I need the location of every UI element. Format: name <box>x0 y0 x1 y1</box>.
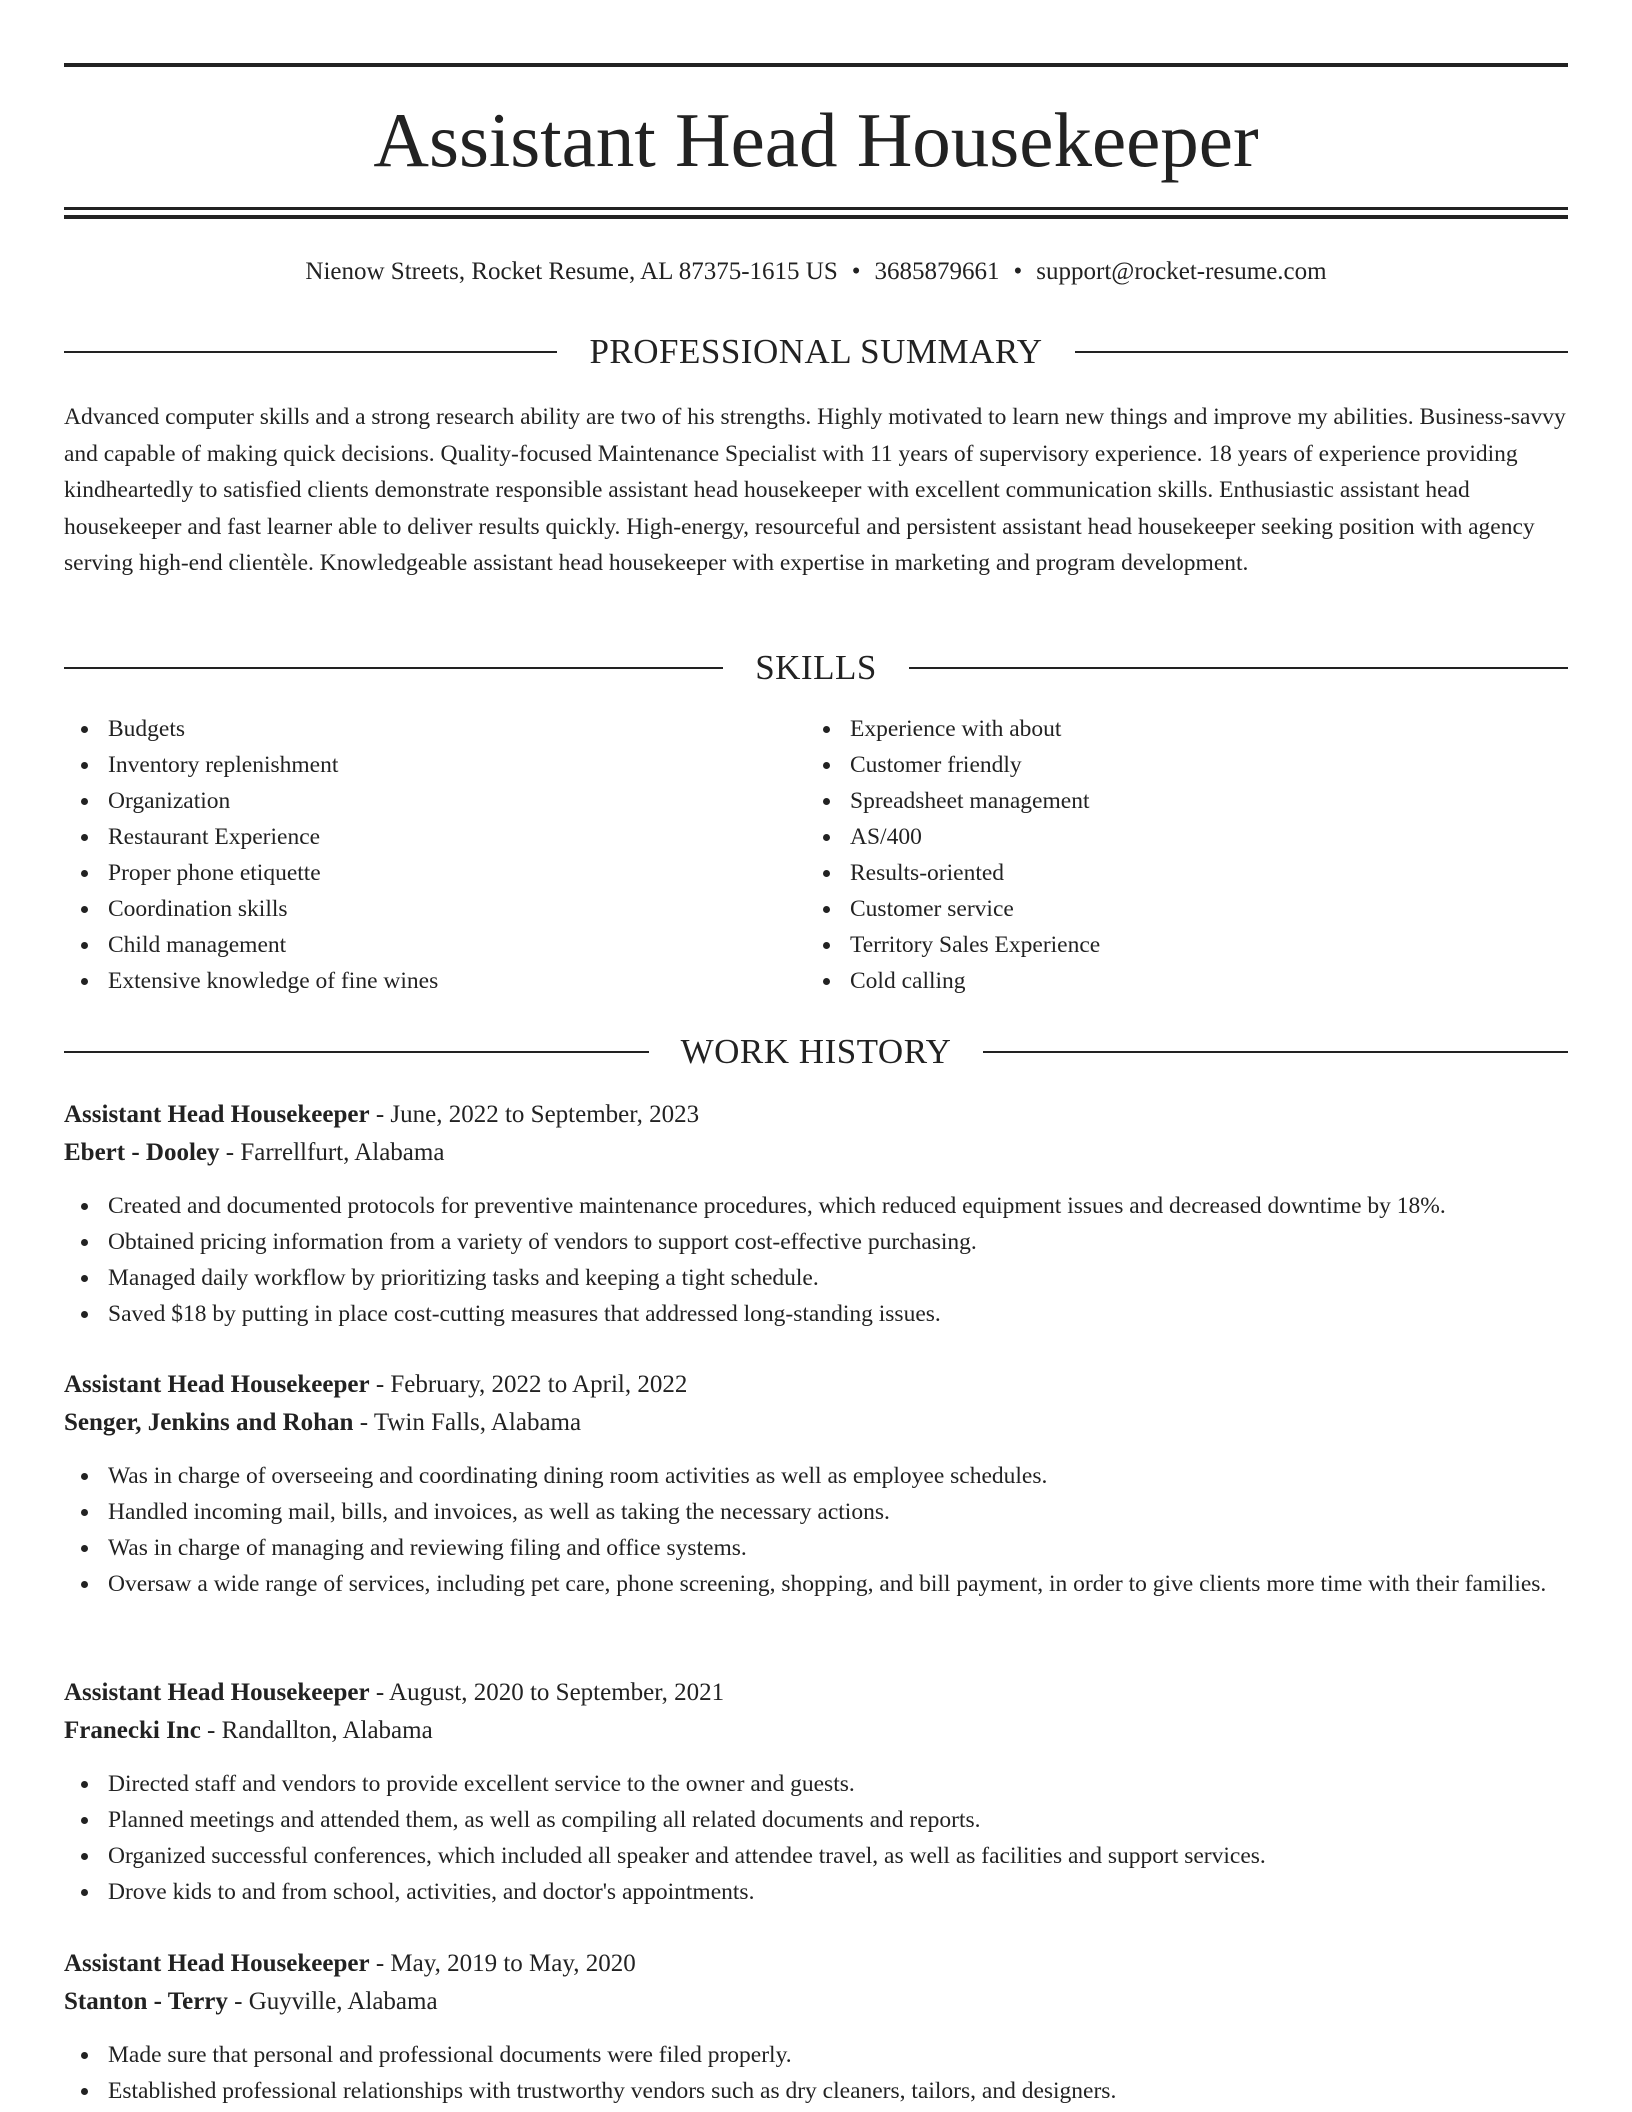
skill-item: Budgets <box>64 711 804 747</box>
job-dates: - August, 2020 to September, 2021 <box>369 1679 725 1706</box>
job-bullet: Directed staff and vendors to provide excellent service to the owner and guests. <box>64 1766 1568 1802</box>
skill-item: Proper phone etiquette <box>64 855 804 891</box>
title-rule-lower <box>64 215 1568 219</box>
skills-list-left <box>64 711 804 999</box>
job-dates: - May, 2019 to May, 2020 <box>369 1950 636 1977</box>
job-bullets <box>64 1458 1568 1602</box>
skill-item: Cold calling <box>806 963 1546 999</box>
section-rule <box>64 1051 649 1053</box>
job-company: Ebert - Dooley <box>64 1139 220 1166</box>
skill-item: Child management <box>64 927 804 963</box>
job-company-line <box>64 1404 1568 1442</box>
job-bullets <box>64 1188 1568 1332</box>
job-location: - Randallton, Alabama <box>200 1717 433 1744</box>
job-bullet: Was in charge of overseeing and coordinating dining room activities as well as employee schedules. <box>64 1458 1568 1494</box>
section-title: SKILLS <box>755 648 877 687</box>
job-dates: - June, 2022 to September, 2023 <box>369 1101 700 1128</box>
section-header-skills <box>64 646 1568 690</box>
job-title-line <box>64 1096 1568 1134</box>
section-header-work <box>64 1030 1568 1074</box>
skill-item: AS/400 <box>806 819 1546 855</box>
resume-title: Assistant Head Housekeeper <box>373 97 1259 183</box>
summary-text: Advanced computer skills and a strong research ability are two of his strengths. Highly motivated to learn new things and improve my abilities. Business-savvy and capable of making quick decisions. Quality-focused Maintenance Specialist with 11 years of supervisory experience. 18 years of experience providing kindheartedly to satisfied clients demonstrate responsible assistant head housekeeper with excellent communication skills. Enthusiastic assistant head housekeeper and fast learner able to deliver results quickly. High-energy, resourceful and persistent assistant head housekeeper seeking position with agency serving high-end clientèle. Knowledgeable assistant head housekeeper with expertise in marketing and program development. <box>64 404 1566 576</box>
job-bullet: Handled incoming mail, bills, and invoices, as well as taking the necessary actions. <box>64 1494 1568 1530</box>
job-location: - Twin Falls, Alabama <box>353 1409 582 1436</box>
title-rule-upper <box>64 207 1568 210</box>
section-rule <box>909 667 1568 669</box>
job-bullet: Was in charge of managing and reviewing filing and office systems. <box>64 1530 1568 1566</box>
skill-item: Experience with about <box>806 711 1546 747</box>
job-entry <box>64 1674 1568 1910</box>
job-title-line <box>64 1945 1568 1983</box>
job-bullets <box>64 1766 1568 1910</box>
job-company: Senger, Jenkins and Rohan <box>64 1409 354 1436</box>
job-bullets <box>64 2037 1568 2109</box>
job-title-line <box>64 1366 1568 1404</box>
job-bullet: Created and documented protocols for preventive maintenance procedures, which reduced equipment issues and decreased downtime by 18%. <box>64 1188 1568 1224</box>
section-title: PROFESSIONAL SUMMARY <box>589 332 1043 371</box>
job-dates: - February, 2022 to April, 2022 <box>369 1371 688 1398</box>
section-title: WORK HISTORY <box>680 1032 952 1071</box>
section-rule <box>64 351 557 353</box>
job-entry <box>64 1945 1568 2109</box>
job-location: - Farrellfurt, Alabama <box>219 1139 445 1166</box>
job-entry <box>64 1096 1568 1332</box>
job-bullet: Made sure that personal and professional documents were filed properly. <box>64 2037 1568 2073</box>
contact-email: support@rocket-resume.com <box>1036 258 1327 285</box>
job-bullet: Managed daily workflow by prioritizing tasks and keeping a tight schedule. <box>64 1260 1568 1296</box>
contact-line <box>64 254 1568 290</box>
section-rule <box>983 1051 1568 1053</box>
job-bullet: Organized successful conferences, which included all speaker and attendee travel, as well as facilities and support services. <box>64 1838 1568 1874</box>
job-bullet: Drove kids to and from school, activities, and doctor's appointments. <box>64 1874 1568 1910</box>
job-bullet: Saved $18 by putting in place cost-cutting measures that addressed long-standing issues. <box>64 1296 1568 1332</box>
skill-item: Extensive knowledge of fine wines <box>64 963 804 999</box>
top-rule <box>64 63 1568 67</box>
skill-item: Customer friendly <box>806 747 1546 783</box>
skill-item: Restaurant Experience <box>64 819 804 855</box>
job-company-line <box>64 1983 1568 2021</box>
skill-item: Organization <box>64 783 804 819</box>
skill-item: Inventory replenishment <box>64 747 804 783</box>
skill-item: Customer service <box>806 891 1546 927</box>
contact-separator: • <box>851 258 861 285</box>
job-company: Franecki Inc <box>64 1717 201 1744</box>
section-rule <box>64 667 723 669</box>
job-bullet: Planned meetings and attended them, as well as compiling all related documents and reports. <box>64 1802 1568 1838</box>
skill-item: Spreadsheet management <box>806 783 1546 819</box>
skill-item: Territory Sales Experience <box>806 927 1546 963</box>
contact-separator: • <box>1013 258 1023 285</box>
section-rule <box>1075 351 1568 353</box>
job-title: Assistant Head Housekeeper <box>64 1371 370 1398</box>
skill-item: Results-oriented <box>806 855 1546 891</box>
job-entry <box>64 1366 1568 1602</box>
job-bullet: Established professional relationships with trustworthy vendors such as dry cleaners, tailors, and designers. <box>64 2073 1568 2109</box>
skill-item: Coordination skills <box>64 891 804 927</box>
job-title: Assistant Head Housekeeper <box>64 1679 370 1706</box>
job-title-line <box>64 1674 1568 1712</box>
job-bullet: Obtained pricing information from a variety of vendors to support cost-effective purchasing. <box>64 1224 1568 1260</box>
job-location: - Guyville, Alabama <box>227 1988 438 2015</box>
job-title: Assistant Head Housekeeper <box>64 1101 370 1128</box>
job-company-line <box>64 1712 1568 1750</box>
job-company-line <box>64 1134 1568 1172</box>
skills-list-right <box>806 711 1546 999</box>
contact-address: Nienow Streets, Rocket Resume, AL 87375-1615 US <box>305 258 838 285</box>
job-bullet: Oversaw a wide range of services, including pet care, phone screening, shopping, and bill payment, in order to give clients more time with their families. <box>64 1566 1568 1602</box>
job-company: Stanton - Terry <box>64 1988 228 2015</box>
contact-phone: 3685879661 <box>874 258 1000 285</box>
job-title: Assistant Head Housekeeper <box>64 1950 370 1977</box>
section-header-summary <box>64 330 1568 374</box>
